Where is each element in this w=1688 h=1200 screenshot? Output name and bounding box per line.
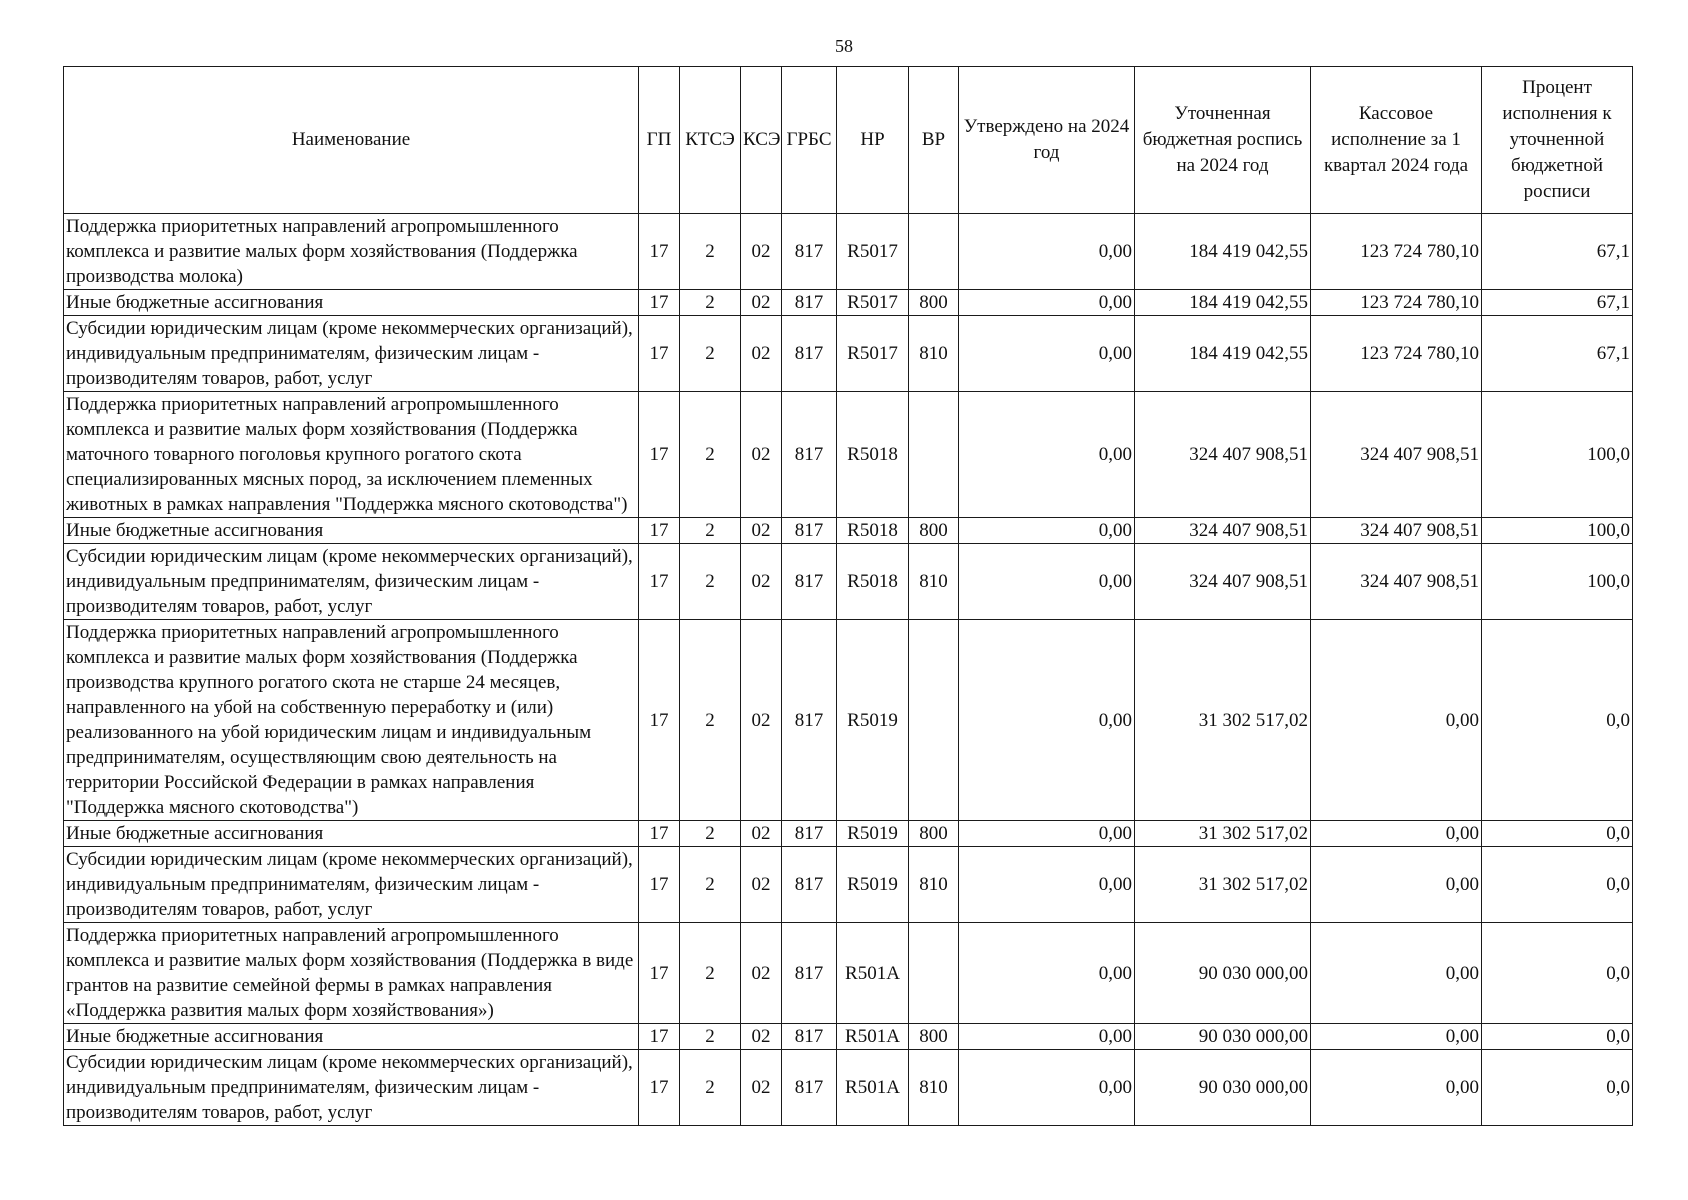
cell-approved: 0,00 (959, 214, 1135, 290)
page-number: 58 (835, 36, 853, 56)
cell-percent: 67,1 (1482, 316, 1633, 392)
cell-approved: 0,00 (959, 518, 1135, 544)
cell-approved: 0,00 (959, 290, 1135, 316)
cell-kse: 02 (741, 392, 782, 518)
cell-gp: 17 (639, 923, 680, 1024)
header-grbs: ГРБС (782, 67, 837, 214)
cell-kse: 02 (741, 620, 782, 821)
cell-grbs: 817 (782, 923, 837, 1024)
cell-vr: 800 (909, 518, 959, 544)
cell-approved: 0,00 (959, 1024, 1135, 1050)
cell-approved: 0,00 (959, 544, 1135, 620)
cell-approved: 0,00 (959, 821, 1135, 847)
cell-kse: 02 (741, 821, 782, 847)
cell-percent: 0,0 (1482, 620, 1633, 821)
cell-name: Субсидии юридическим лицам (кроме некоммерческих организаций), индивидуальным предпринимателям, физическим лицам - производителям товаров, работ, услуг (64, 316, 639, 392)
cell-nr: R5019 (837, 620, 909, 821)
header-nr: НР (837, 67, 909, 214)
cell-gp: 17 (639, 544, 680, 620)
table-row (64, 290, 1633, 316)
cell-refined: 90 030 000,00 (1135, 923, 1311, 1024)
cell-vr (909, 620, 959, 821)
cell-cash: 0,00 (1311, 847, 1482, 923)
cell-ktse: 2 (680, 214, 741, 290)
cell-name: Иные бюджетные ассигнования (64, 290, 639, 316)
cell-name: Поддержка приоритетных направлений агропромышленного комплекса и развитие малых форм хозяйствования (Поддержка производства молока) (64, 214, 639, 290)
cell-kse: 02 (741, 544, 782, 620)
cell-cash: 123 724 780,10 (1311, 214, 1482, 290)
cell-name: Поддержка приоритетных направлений агропромышленного комплекса и развитие малых форм хозяйствования (Поддержка в виде грантов на развитие семейной фермы в рамках направления «Поддержка развития малых форм хозяйствования») (64, 923, 639, 1024)
cell-name: Иные бюджетные ассигнования (64, 518, 639, 544)
table-row (64, 214, 1633, 290)
cell-cash: 123 724 780,10 (1311, 290, 1482, 316)
cell-kse: 02 (741, 923, 782, 1024)
cell-grbs: 817 (782, 392, 837, 518)
cell-gp: 17 (639, 1050, 680, 1126)
table-row (64, 518, 1633, 544)
cell-kse: 02 (741, 1050, 782, 1126)
cell-vr: 810 (909, 316, 959, 392)
cell-ktse: 2 (680, 544, 741, 620)
cell-cash: 0,00 (1311, 923, 1482, 1024)
cell-ktse: 2 (680, 821, 741, 847)
cell-kse: 02 (741, 1024, 782, 1050)
cell-cash: 324 407 908,51 (1311, 544, 1482, 620)
cell-cash: 0,00 (1311, 1050, 1482, 1126)
cell-kse: 02 (741, 847, 782, 923)
cell-grbs: 817 (782, 1050, 837, 1126)
cell-name: Субсидии юридическим лицам (кроме некоммерческих организаций), индивидуальным предпринимателям, физическим лицам - производителям товаров, работ, услуг (64, 1050, 639, 1126)
header-name: Наименование (64, 67, 639, 214)
cell-gp: 17 (639, 518, 680, 544)
header-percent: Процент исполнения к уточненной бюджетной росписи (1482, 67, 1633, 214)
cell-ktse: 2 (680, 1024, 741, 1050)
cell-nr: R5019 (837, 847, 909, 923)
cell-vr (909, 214, 959, 290)
cell-refined: 90 030 000,00 (1135, 1050, 1311, 1126)
header-cash: Кассовое исполнение за 1 квартал 2024 года (1311, 67, 1482, 214)
header-gp: ГП (639, 67, 680, 214)
cell-nr: R5018 (837, 392, 909, 518)
cell-grbs: 817 (782, 290, 837, 316)
table-row (64, 316, 1633, 392)
cell-percent: 0,0 (1482, 821, 1633, 847)
cell-refined: 31 302 517,02 (1135, 821, 1311, 847)
cell-ktse: 2 (680, 923, 741, 1024)
cell-percent: 0,0 (1482, 847, 1633, 923)
table-row (64, 1050, 1633, 1126)
cell-approved: 0,00 (959, 316, 1135, 392)
header-refined: Уточненная бюджетная роспись на 2024 год (1135, 67, 1311, 214)
cell-kse: 02 (741, 316, 782, 392)
cell-nr: R5018 (837, 544, 909, 620)
cell-nr: R5019 (837, 821, 909, 847)
table-row (64, 821, 1633, 847)
cell-percent: 100,0 (1482, 518, 1633, 544)
header-approved: Утверждено на 2024 год (959, 67, 1135, 214)
cell-ktse: 2 (680, 620, 741, 821)
cell-nr: R5017 (837, 214, 909, 290)
cell-approved: 0,00 (959, 923, 1135, 1024)
cell-gp: 17 (639, 620, 680, 821)
cell-grbs: 817 (782, 214, 837, 290)
cell-vr (909, 392, 959, 518)
cell-refined: 324 407 908,51 (1135, 518, 1311, 544)
cell-grbs: 817 (782, 821, 837, 847)
cell-approved: 0,00 (959, 1050, 1135, 1126)
header-vr: ВР (909, 67, 959, 214)
cell-gp: 17 (639, 821, 680, 847)
cell-refined: 324 407 908,51 (1135, 392, 1311, 518)
cell-kse: 02 (741, 518, 782, 544)
table-row (64, 620, 1633, 821)
cell-refined: 90 030 000,00 (1135, 1024, 1311, 1050)
cell-nr: R501A (837, 1050, 909, 1126)
cell-approved: 0,00 (959, 620, 1135, 821)
cell-grbs: 817 (782, 847, 837, 923)
header-ktse: КТСЭ (680, 67, 741, 214)
cell-vr: 810 (909, 847, 959, 923)
table-row (64, 544, 1633, 620)
cell-name: Субсидии юридическим лицам (кроме некоммерческих организаций), индивидуальным предпринимателям, физическим лицам - производителям товаров, работ, услуг (64, 847, 639, 923)
table-row (64, 1024, 1633, 1050)
cell-vr (909, 923, 959, 1024)
cell-name: Иные бюджетные ассигнования (64, 1024, 639, 1050)
cell-approved: 0,00 (959, 392, 1135, 518)
cell-gp: 17 (639, 316, 680, 392)
cell-grbs: 817 (782, 316, 837, 392)
cell-vr: 810 (909, 544, 959, 620)
cell-vr: 810 (909, 1050, 959, 1126)
table-header-row (64, 67, 1633, 214)
cell-percent: 0,0 (1482, 1024, 1633, 1050)
cell-refined: 184 419 042,55 (1135, 316, 1311, 392)
cell-nr: R501A (837, 923, 909, 1024)
cell-gp: 17 (639, 1024, 680, 1050)
cell-cash: 324 407 908,51 (1311, 518, 1482, 544)
table-row (64, 847, 1633, 923)
table-row (64, 392, 1633, 518)
cell-gp: 17 (639, 392, 680, 518)
header-kse: КСЭ (741, 67, 782, 214)
cell-cash: 0,00 (1311, 1024, 1482, 1050)
cell-kse: 02 (741, 290, 782, 316)
cell-nr: R5017 (837, 290, 909, 316)
cell-nr: R5017 (837, 316, 909, 392)
cell-refined: 184 419 042,55 (1135, 214, 1311, 290)
cell-percent: 67,1 (1482, 214, 1633, 290)
cell-grbs: 817 (782, 620, 837, 821)
cell-ktse: 2 (680, 518, 741, 544)
cell-percent: 0,0 (1482, 1050, 1633, 1126)
cell-vr: 800 (909, 290, 959, 316)
cell-ktse: 2 (680, 290, 741, 316)
cell-name: Поддержка приоритетных направлений агропромышленного комплекса и развитие малых форм хозяйствования (Поддержка производства крупного рогатого скота не старше 24 месяцев, направленного на убой на собственную переработку и (или) реализованного на убой юридическим лицам и индивидуальным предпринимателям, осуществляющим свою деятельность на территории Российской Федерации в рамках направления "Поддержка мясного скотоводства") (64, 620, 639, 821)
cell-cash: 123 724 780,10 (1311, 316, 1482, 392)
cell-cash: 0,00 (1311, 821, 1482, 847)
cell-gp: 17 (639, 847, 680, 923)
cell-refined: 324 407 908,51 (1135, 544, 1311, 620)
cell-cash: 0,00 (1311, 620, 1482, 821)
cell-ktse: 2 (680, 847, 741, 923)
budget-execution-table (63, 66, 1633, 1126)
table-row (64, 923, 1633, 1024)
cell-percent: 0,0 (1482, 923, 1633, 1024)
cell-gp: 17 (639, 290, 680, 316)
cell-kse: 02 (741, 214, 782, 290)
cell-cash: 324 407 908,51 (1311, 392, 1482, 518)
cell-vr: 800 (909, 1024, 959, 1050)
cell-nr: R5018 (837, 518, 909, 544)
cell-percent: 67,1 (1482, 290, 1633, 316)
cell-approved: 0,00 (959, 847, 1135, 923)
cell-ktse: 2 (680, 1050, 741, 1126)
cell-percent: 100,0 (1482, 392, 1633, 518)
cell-ktse: 2 (680, 392, 741, 518)
cell-ktse: 2 (680, 316, 741, 392)
cell-grbs: 817 (782, 518, 837, 544)
cell-percent: 100,0 (1482, 544, 1633, 620)
cell-refined: 31 302 517,02 (1135, 847, 1311, 923)
cell-nr: R501A (837, 1024, 909, 1050)
cell-grbs: 817 (782, 1024, 837, 1050)
cell-grbs: 817 (782, 544, 837, 620)
cell-vr: 800 (909, 821, 959, 847)
cell-refined: 31 302 517,02 (1135, 620, 1311, 821)
cell-name: Субсидии юридическим лицам (кроме некоммерческих организаций), индивидуальным предпринимателям, физическим лицам - производителям товаров, работ, услуг (64, 544, 639, 620)
cell-gp: 17 (639, 214, 680, 290)
cell-name: Поддержка приоритетных направлений агропромышленного комплекса и развитие малых форм хозяйствования (Поддержка маточного товарного поголовья крупного рогатого скота специализированных мясных пород, за исключением племенных животных в рамках направления "Поддержка мясного скотоводства") (64, 392, 639, 518)
cell-refined: 184 419 042,55 (1135, 290, 1311, 316)
cell-name: Иные бюджетные ассигнования (64, 821, 639, 847)
